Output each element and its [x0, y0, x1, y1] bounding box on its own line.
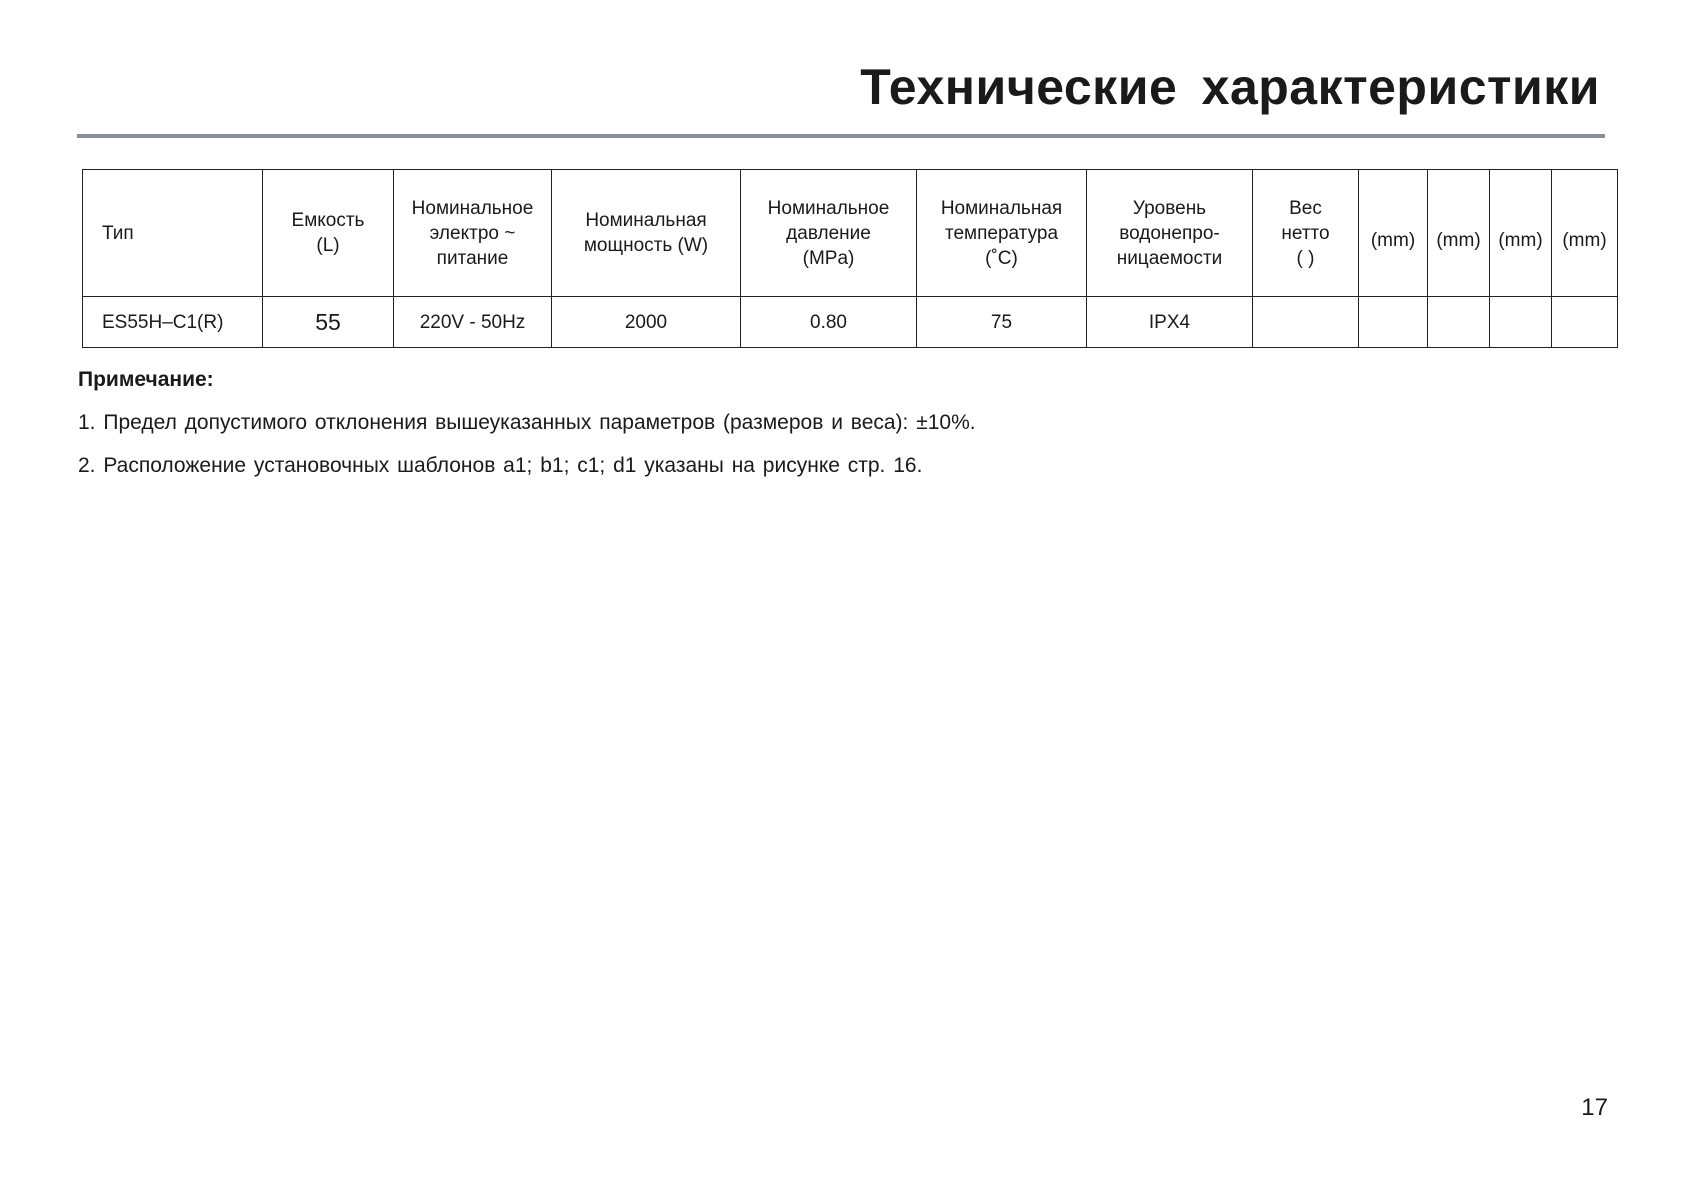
header-dimension-1-label: (mm)	[1370, 229, 1416, 251]
header-cell-capacity	[263, 170, 394, 297]
header-rated-power-label: Номинальная мощность (W)	[583, 210, 709, 256]
cell-dimension-3	[1490, 297, 1552, 348]
header-cell-rated-temperature	[917, 170, 1087, 297]
page-title: Технические характеристики	[860, 59, 1600, 115]
header-cell-rated-power	[552, 170, 741, 297]
header-dimension-2-label: (mm)	[1436, 229, 1481, 251]
header-net-weight-label: Вес нетто ( )	[1281, 197, 1330, 269]
header-rated-pressure-label: Номинальное давление (MPa)	[767, 197, 890, 269]
header-cell-net-weight	[1253, 170, 1359, 297]
header-dimension-3-label: (mm)	[1498, 229, 1543, 251]
header-cell-dimension-4	[1552, 170, 1618, 297]
cell-rated-power: 2000	[552, 297, 741, 348]
header-capacity-label: Емкость (L)	[291, 210, 365, 256]
header-dimension-4-label: (mm)	[1562, 229, 1607, 251]
table-row	[83, 297, 1618, 348]
header-rated-temperature-label: Номинальная температура (˚C)	[940, 197, 1063, 269]
table-header-row	[83, 170, 1618, 297]
header-cell-waterproof-level	[1087, 170, 1253, 297]
cell-dimension-1	[1359, 297, 1428, 348]
cell-model: ES55H–C1(R)	[83, 297, 263, 348]
cell-power-supply: 220V - 50Hz	[394, 297, 552, 348]
header-power-supply-label: Номинальное электро ~ питание	[411, 197, 534, 269]
title-divider	[77, 134, 1605, 138]
note-item-1: 1. Предел допустимого отклонения вышеуказанных параметров (размеров и веса): ±10%.	[78, 411, 976, 434]
header-cell-dimension-3	[1490, 170, 1552, 297]
header-cell-dimension-2	[1428, 170, 1490, 297]
header-cell-rated-pressure	[741, 170, 917, 297]
cell-rated-pressure: 0.80	[741, 297, 917, 348]
notes-heading: Примечание:	[78, 368, 214, 391]
cell-dimension-4	[1552, 297, 1618, 348]
cell-capacity: 55	[263, 297, 394, 348]
header-cell-power-supply	[394, 170, 552, 297]
specifications-table	[82, 169, 1618, 348]
note-item-2: 2. Расположение установочных шаблонов a1; b1; c1; d1 указаны на рисунке стр. 16.	[78, 454, 923, 477]
header-cell-dimension-1	[1359, 170, 1428, 297]
header-cell-type	[83, 170, 263, 297]
cell-dimension-2	[1428, 297, 1490, 348]
cell-rated-temperature: 75	[917, 297, 1087, 348]
page-number: 17	[1581, 1094, 1608, 1121]
cell-net-weight	[1253, 297, 1359, 348]
header-type-label: Тип	[102, 222, 134, 244]
header-waterproof-level-label: Уровень водонепро- ницаемости	[1116, 197, 1223, 269]
cell-waterproof-level: IPX4	[1087, 297, 1253, 348]
